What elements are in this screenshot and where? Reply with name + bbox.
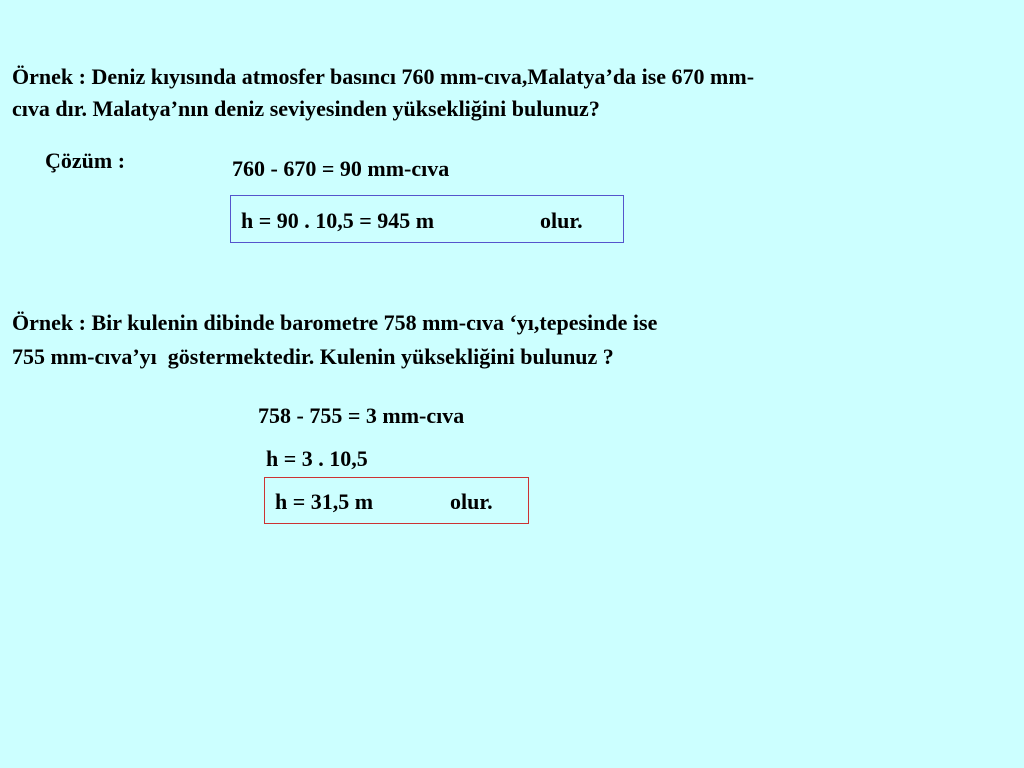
example2-step2: h = 3 . 10,5 — [266, 446, 368, 471]
example2-result-formula: h = 31,5 m — [275, 489, 374, 514]
example1-result-word: olur. — [540, 208, 583, 233]
example2-result-word: olur. — [450, 489, 493, 514]
example2-question-line2: 755 mm-cıva’yı göstermektedir. Kulenin yüksekliğini bulunuz ? — [12, 344, 614, 369]
example2-question-line1: Örnek : Bir kulenin dibinde barometre 758 mm-cıva ‘yı,tepesinde ise — [12, 310, 658, 335]
solution-label: Çözüm : — [45, 148, 126, 173]
example1-result-box — [230, 195, 624, 243]
example2-step1: 758 - 755 = 3 mm-cıva — [258, 403, 465, 428]
example1-question-line2: cıva dır. Malatya’nın deniz seviyesinden yüksekliğini bulunuz? — [12, 96, 600, 121]
example2-result-box — [264, 477, 529, 524]
example1-result-formula: h = 90 . 10,5 = 945 m — [241, 208, 435, 233]
example1-step1: 760 - 670 = 90 mm-cıva — [232, 156, 450, 181]
example1-question-line1: Örnek : Deniz kıyısında atmosfer basıncı 760 mm-cıva,Malatya’da ise 670 mm- — [12, 64, 755, 89]
